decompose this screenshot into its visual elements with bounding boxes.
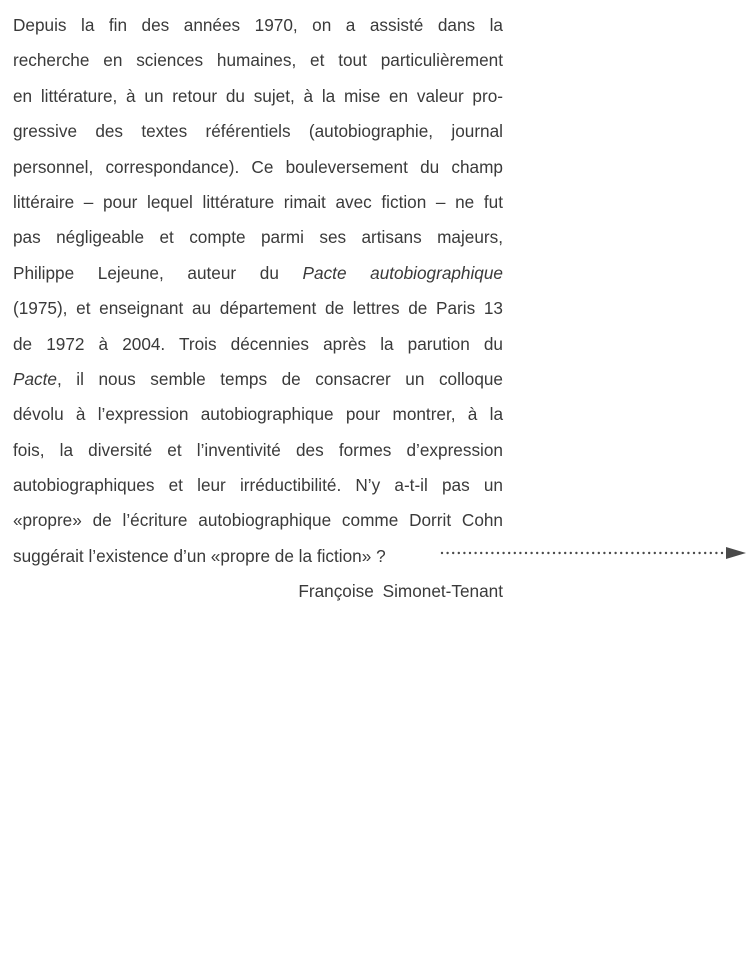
paragraph-line (13, 256, 503, 291)
paragraph-line: recherche en sciences humaines, et tout particulièrement (13, 50, 503, 71)
book-title-italic: Pacte (13, 368, 57, 389)
paragraph-line: Depuis la fin des années 1970, on a assisté dans la (13, 15, 503, 35)
paragraph-last-line: suggérait l’existence d’un «propre de la fiction» ? (13, 545, 386, 566)
paragraph-line: personnel, correspondance). Ce bouleversement du champ (13, 156, 503, 177)
paragraph-line: fois, la diversité et l’inventivité des formes d’expression (13, 439, 503, 460)
paragraph-line: gressive des textes référentiels (autobiographie, journal (13, 121, 503, 142)
dotted-arrow-icon (440, 543, 746, 563)
paragraph-line: pas négligeable et compte parmi ses artisans majeurs, (13, 227, 503, 248)
paragraph-line: en littérature, à un retour du sujet, à la mise en valeur pro- (13, 85, 503, 106)
line-text: , il nous semble temps de consacrer un colloque (56, 368, 503, 389)
paragraph-line (13, 362, 503, 397)
dotted-arrow (440, 543, 746, 563)
paragraph-line: (1975), et enseignant au département de lettres de Paris 13 (13, 298, 503, 319)
paragraph-line: autobiographiques et leur irréductibilité. N’y a-t-il pas un (13, 475, 503, 496)
paragraph-line: «propre» de l’écriture autobiographique comme Dorrit Cohn (13, 510, 503, 531)
author-signature: Françoise Simonet-Tenant (298, 581, 503, 601)
paragraph-line: de 1972 à 2004. Trois décennies après la parution du (13, 333, 503, 354)
paragraph-line: dévolu à l’expression autobiographique pour montrer, à la (13, 404, 503, 425)
paragraph-line: littéraire – pour lequel littérature rimait avec fiction – ne fut (13, 191, 503, 212)
intro-paragraph (13, 8, 503, 574)
book-title-italic: Pacte autobiographique (302, 262, 503, 283)
line-text: Philippe Lejeune, auteur du (13, 262, 303, 283)
